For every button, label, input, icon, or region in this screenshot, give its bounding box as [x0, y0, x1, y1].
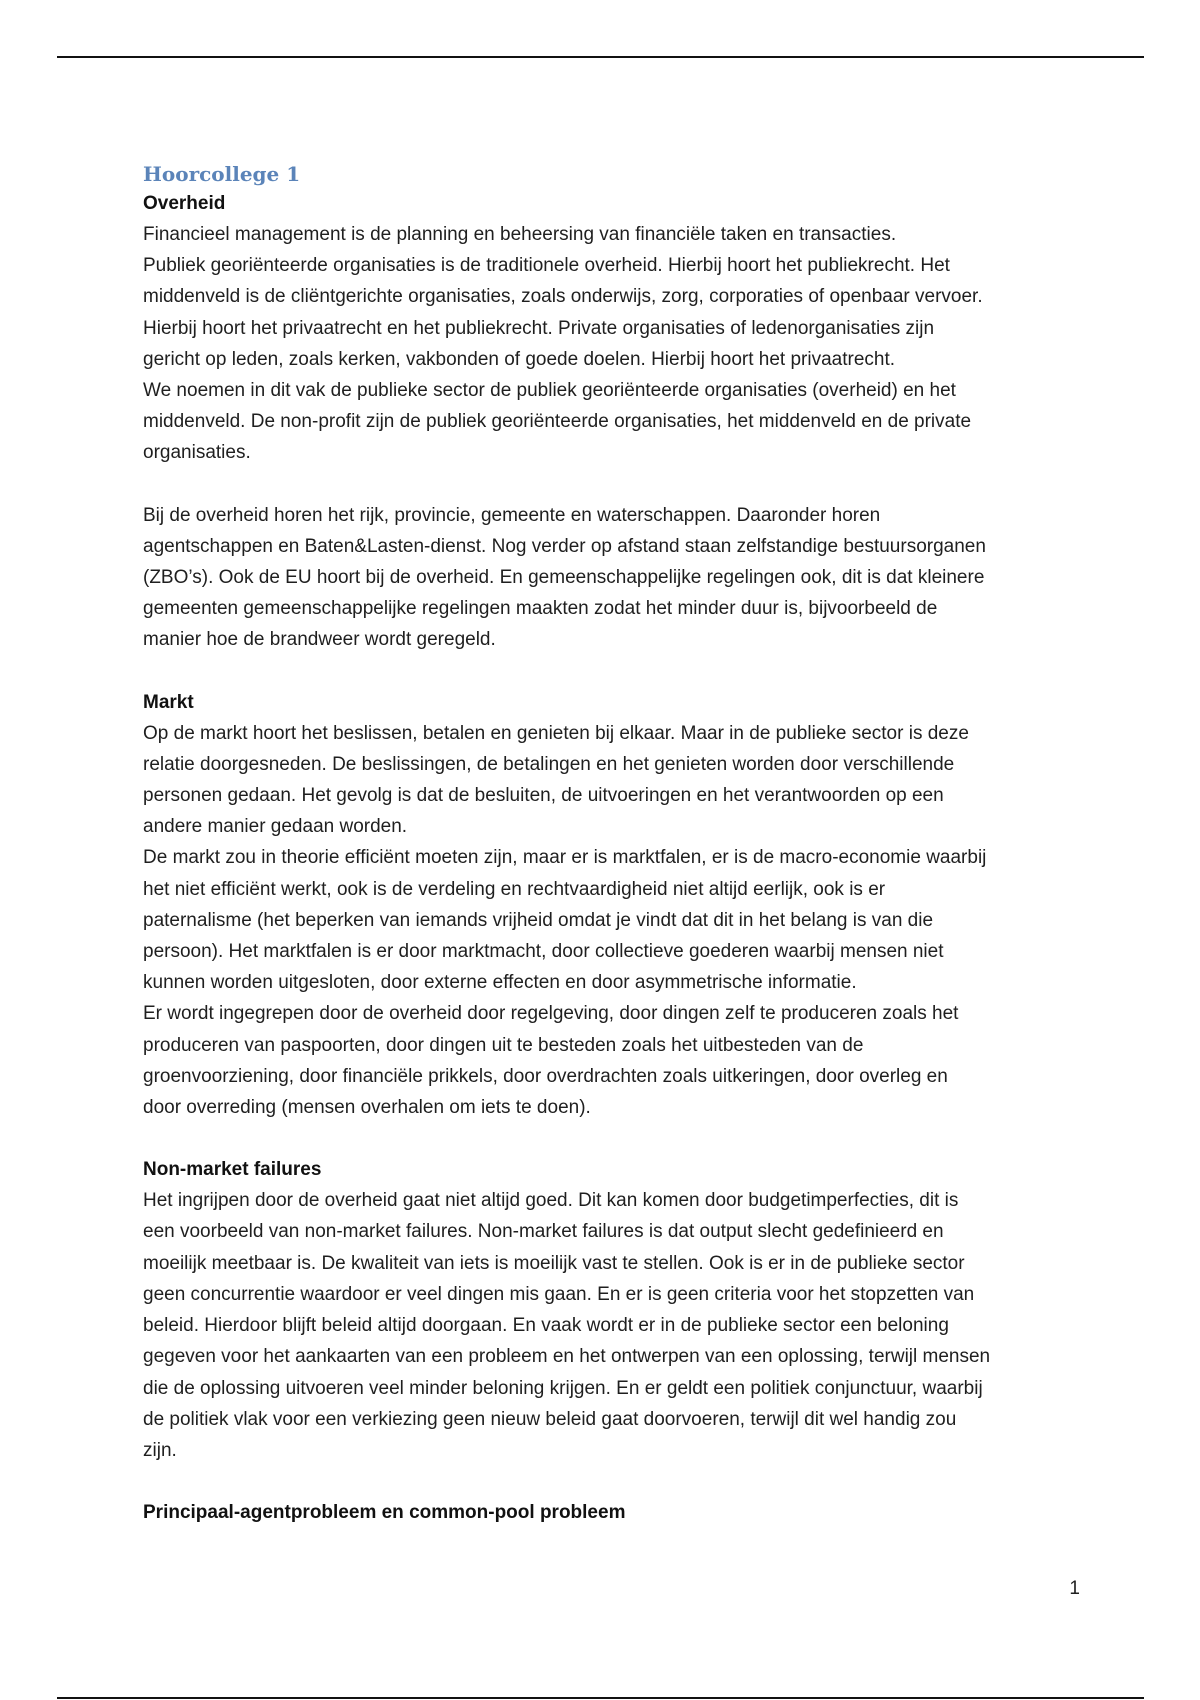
page-number: 1	[1069, 1578, 1080, 1599]
paragraph-gap	[143, 656, 1063, 687]
paragraph: De markt zou in theorie efficiënt moeten zijn, maar er is marktfalen, er is de macro-economie waarbij het niet efficiënt werkt, ook is de verdeling en rechtvaardigheid niet altijd eerlijk, ook is er paternalisme (het beperken van iemands vrijheid omdat je vindt dat dit in het belang is van die persoon). Het marktfalen is er door marktmacht, door collectieve goederen waarbij mensen niet kunnen worden uitgesloten, door externe effecten en door asymmetrische informatie.	[143, 847, 987, 994]
paragraph: Het ingrijpen door de overheid gaat niet altijd goed. Dit kan komen door budgetimperfecties, dit is een voorbeeld van non-market failures. Non-market failures is dat output slecht gedefinieerd en moeilijk meetbaar is. De kwaliteit van iets is moeilijk vast te stellen. Ook is er in de publieke sector geen concurrentie waardoor er veel dingen mis gaan. En er is geen criteria voor het stopzetten van beleid. Hierdoor blijft beleid altijd doorgaan. En vaak wordt er in de publieke sector een beloning gegeven voor het aankaarten van een probleem en het ontwerpen van een oplossing, terwijl mensen die de oplossing uitvoeren veel minder beloning krijgen. En er geldt een politiek conjunctuur, waarbij de politiek vlak voor een verkiezing geen nieuw beleid gaat doorvoeren, terwijl dit wel handig zou zijn.	[143, 1190, 991, 1461]
section-heading-markt: Markt	[143, 691, 194, 713]
section-heading-overheid: Overheid	[143, 193, 226, 214]
paragraph: Op de markt hoort het beslissen, betalen en genieten bij elkaar. Maar in de publieke sector is deze relatie doorgesneden. De beslissingen, de betalingen en het genieten worden door verschillende personen gedaan. Het gevolg is dat de besluiten, de uitvoeringen en het verantwoorden op een andere manier gedaan worden.	[143, 722, 969, 838]
section-heading-non-market-failures: Non-market failures	[143, 1159, 322, 1181]
paragraph: We noemen in dit vak de publieke sector de publiek georiënteerde organisaties (overheid) en het middenveld. De non-profit zijn de publiek georiënteerde organisaties, het middenveld en de private organisaties.	[143, 380, 972, 464]
footer-rule	[57, 1697, 1144, 1699]
paragraph: Er wordt ingegrepen door de overheid door regelgeving, door dingen zelf te produceren zoals het produceren van paspoorten, door dingen uit te besteden zoals het uitbesteden van de groenvoorziening, door financiële prikkels, door overdrachten zoals uitkeringen, door overleg en door overreding (mensen overhalen om iets te doen).	[143, 1003, 959, 1119]
section-heading-principaal-agentprobleem: Principaal-agentprobleem en common-pool probleem	[143, 1502, 626, 1524]
header-rule	[57, 56, 1144, 58]
paragraph: Financieel management is de planning en beheersing van financiële taken en transacties.	[143, 224, 897, 245]
chapter-title: Hoorcollege 1	[143, 162, 301, 186]
paragraph-gap	[143, 1123, 1063, 1154]
paragraph-gap	[143, 469, 1063, 500]
paragraph: Bij de overheid horen het rijk, provincie, gemeente en waterschappen. Daaronder horen agentschappen en Baten&Lasten-dienst. Nog verder op afstand staan zelfstandige bestuursorganen (ZBO’s). Ook de EU hoort bij de overheid. En gemeenschappelijke regelingen ook, dit is dat kleinere gemeenten gemeenschappelijke regelingen maakten zodat het minder duur is, bijvoorbeeld de manier hoe de brandweer wordt geregeld.	[143, 504, 986, 651]
paragraph-gap	[143, 1466, 1063, 1497]
document-body	[143, 160, 1063, 1528]
paragraph: Publiek georiënteerde organisaties is de traditionele overheid. Hierbij hoort het publiekrecht. Het middenveld is de cliëntgerichte organisaties, zoals onderwijs, zorg, corporaties of openbaar vervoer. Hierbij hoort het privaatrecht en het publiekrecht. Private organisaties of ledenorganisaties zijn gericht op leden, zoals kerken, vakbonden of goede doelen. Hierbij hoort het privaatrecht.	[143, 255, 983, 370]
